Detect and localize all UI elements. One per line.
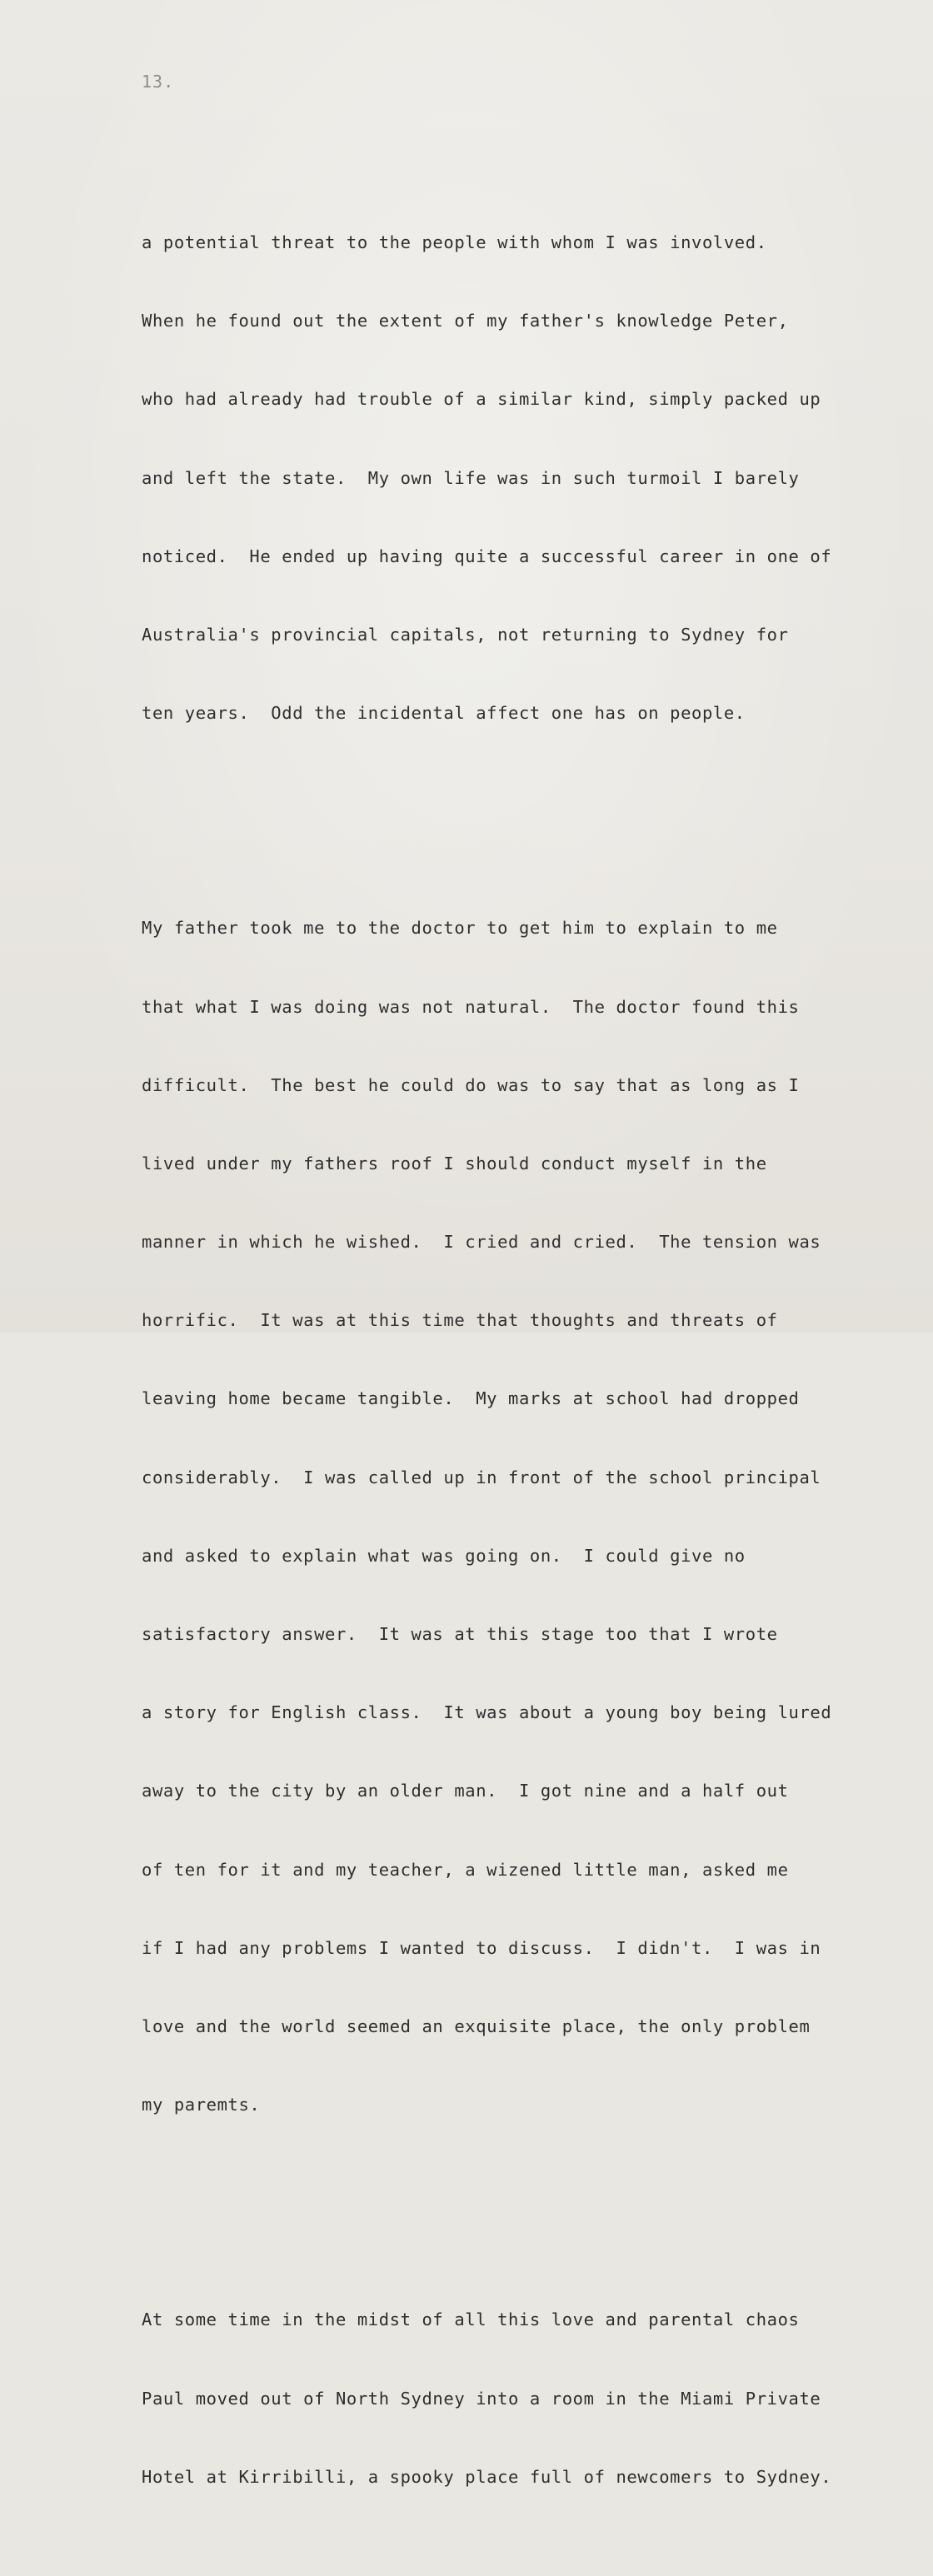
page-number: 13.	[142, 72, 175, 92]
page-body	[142, 143, 891, 2576]
paragraph	[142, 183, 891, 772]
text-line: Hotel at Kirribilli, a spooky place full of newcomers to Sydney.	[142, 2466, 832, 2487]
text-line: Paul moved out of North Sydney into a room in the Miami Private	[142, 2388, 821, 2409]
text-line: love and the world seemed an exquisite place, the only problem	[142, 2015, 811, 2036]
text-line: lived under my fathers roof I should conduct myself in the	[142, 1153, 767, 1173]
text-line: When he found out the extent of my father's knowledge Peter,	[142, 311, 789, 331]
text-line: my paremts.	[142, 2095, 261, 2115]
text-line: that what I was doing was not natural. The doctor found this	[142, 996, 800, 1017]
text-line: manner in which he wished. I cried and cried. The tension was	[142, 1232, 821, 1253]
text-line: a potential threat to the people with whom I was involved.	[142, 232, 767, 252]
text-line: away to the city by an older man. I got nine and a half out	[142, 1781, 789, 1801]
text-line: difficult. The best he could do was to say that as long as I	[142, 1074, 800, 1095]
text-line: noticed. He ended up having quite a successful career in one of	[142, 546, 832, 566]
text-line: if I had any problems I wanted to discuss. I didn't. I was in	[142, 1937, 821, 1958]
text-line: Australia's provincial capitals, not returning to Sydney for	[142, 624, 789, 645]
paragraph	[142, 869, 891, 2164]
text-line: ten years. Odd the incidental affect one has on people.	[142, 703, 746, 724]
text-line: who had already had trouble of a similar kind, simply packed up	[142, 389, 821, 410]
text-line: At some time in the midst of all this love and parental chaos	[142, 2309, 800, 2330]
text-line: considerably. I was called up in front of the school principal	[142, 1467, 821, 1487]
text-line: My father took me to the doctor to get him to explain to me	[142, 918, 778, 939]
text-line: a story for English class. It was about a young boy being lured	[142, 1702, 832, 1723]
text-line: leaving home became tangible. My marks at school had dropped	[142, 1388, 800, 1409]
text-line: satisfactory answer. It was at this stage too that I wrote	[142, 1624, 778, 1644]
text-line: of ten for it and my teacher, a wizened little man, asked me	[142, 1859, 789, 1880]
text-line: and left the state. My own life was in such turmoil I barely	[142, 467, 800, 488]
text-line: horrific. It was at this time that thoughts and threats of	[142, 1310, 778, 1331]
paragraph	[142, 2260, 891, 2536]
text-line: and asked to explain what was going on. I could give no	[142, 1545, 746, 1566]
